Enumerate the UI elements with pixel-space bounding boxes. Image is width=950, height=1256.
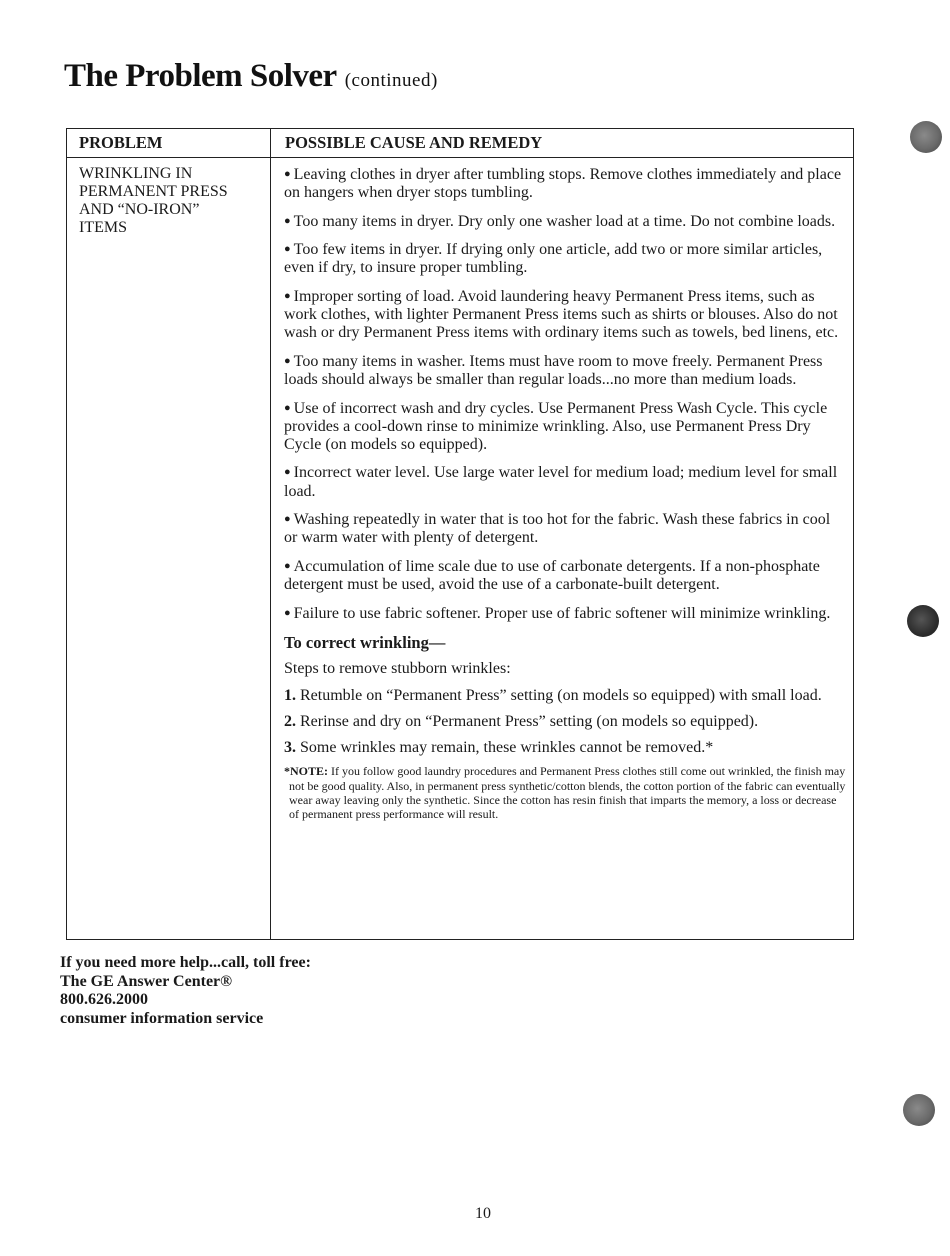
footnote xyxy=(284,764,846,822)
bullet-icon: ● xyxy=(284,606,291,619)
problem-line: ITEMS xyxy=(79,219,127,236)
remedy-text: Accumulation of lime scale due to use of carbonate detergents. If a non-phosphate detergent must be used, avoid the use of a carbonate-built detergent. xyxy=(284,557,820,594)
column-divider xyxy=(270,129,271,939)
page-title-text: The Problem Solver xyxy=(64,58,337,94)
remedy-item xyxy=(284,557,846,594)
remedy-item xyxy=(284,165,846,202)
remedy-text: Improper sorting of load. Avoid laundering heavy Permanent Press items, such as work clothes, with lighter Permanent Press items such as shirts or blouses. Also do not wash or dry Permanent Press items with ordinary items such as towels, bed linens, etc. xyxy=(284,287,839,342)
problem-line: PERMANENT PRESS xyxy=(79,183,228,200)
bullet-icon: ● xyxy=(284,214,291,227)
bullet-icon: ● xyxy=(284,243,291,256)
problem-cell xyxy=(79,165,228,237)
step-item xyxy=(284,687,846,705)
step-text: Rerinse and dry on “Permanent Press” setting (on models so equipped). xyxy=(300,712,759,730)
phone-number: 800.626.2000 xyxy=(60,991,148,1008)
note-text: If you follow good laundry procedures and Permanent Press clothes still come out wrinkled, the finish may not be good quality. Also, in permanent press synthetic/cotton blends, the cotton portion of the fabric can eventually wear away leaving only the synthetic. Since the cotton has resin finish that imparts the memory, a loss or decrease of permanent press performance will result. xyxy=(289,764,846,822)
step-text: Retumble on “Permanent Press” setting (on models so equipped) with small load. xyxy=(300,687,822,705)
remedy-text: Use of incorrect wash and dry cycles. Use Permanent Press Wash Cycle. This cycle provides a cool-down rinse to minimize wrinkling. Also, use Permanent Press Dry Cycle (on models so equipped). xyxy=(284,399,828,453)
remedy-text: Leaving clothes in dryer after tumbling stops. Remove clothes immediately and place on hangers when dryer stops tumbling. xyxy=(284,166,842,202)
bullet-icon: ● xyxy=(284,401,291,414)
remedy-item xyxy=(284,240,846,277)
step-number: 1. xyxy=(284,687,296,705)
remedy-item xyxy=(284,287,846,343)
remedy-item xyxy=(284,463,846,500)
remedy-text: Too many items in dryer. Dry only one washer load at a time. Do not combine loads. xyxy=(293,212,836,230)
bullet-icon: ● xyxy=(284,289,291,302)
note-label: *NOTE: xyxy=(284,764,329,779)
bullet-icon: ● xyxy=(284,168,291,180)
step-item xyxy=(284,713,846,731)
bullet-icon: ● xyxy=(284,513,291,526)
header-divider xyxy=(67,157,853,158)
service-label: consumer information service xyxy=(60,1009,264,1027)
remedy-text: Too few items in dryer. If drying only one article, add two or more similar articles, even if dry, to insure proper tumbling. xyxy=(284,241,823,277)
remedy-item xyxy=(284,352,846,389)
remedy-text: Failure to use fabric softener. Proper use of fabric softener will minimize wrinkling. xyxy=(293,604,831,622)
remedy-item xyxy=(284,510,846,547)
binder-hole xyxy=(907,605,939,637)
page-title xyxy=(64,58,438,95)
problem-line: WRINKLING IN xyxy=(79,165,193,182)
binder-hole xyxy=(903,1094,935,1126)
help-line: If you need more help...call, toll free: xyxy=(60,954,311,971)
remedy-text: Incorrect water level. Use large water level for medium load; medium level for small load. xyxy=(284,464,838,500)
page-subtitle: (continued) xyxy=(344,70,438,91)
column-header-problem: PROBLEM xyxy=(79,133,163,152)
problem-line: AND “NO-IRON” xyxy=(79,201,200,218)
remedy-text: Too many items in washer. Items must have room to move freely. Permanent Press loads should always be smaller than regular loads...no more than medium loads. xyxy=(284,352,823,389)
step-number: 3. xyxy=(284,738,296,756)
binder-hole xyxy=(910,121,942,153)
column-header-cause-remedy: POSSIBLE CAUSE AND REMEDY xyxy=(285,133,543,152)
step-item xyxy=(284,739,846,757)
remedy-item xyxy=(284,212,846,231)
correct-wrinkling-heading: To correct wrinkling— xyxy=(284,632,446,652)
remedy-item xyxy=(284,399,846,455)
remedy-item xyxy=(284,604,846,623)
page-number: 10 xyxy=(475,1205,491,1222)
steps-intro: Steps to remove stubborn wrinkles: xyxy=(284,659,511,677)
bullet-icon: ● xyxy=(284,559,291,572)
remedy-text: Washing repeatedly in water that is too hot for the fabric. Wash these fabrics in cool or warm water with plenty of detergent. xyxy=(284,511,831,547)
bullet-icon: ● xyxy=(284,466,291,479)
problem-solver-table xyxy=(66,128,854,940)
bullet-icon: ● xyxy=(284,354,291,367)
remedy-cell xyxy=(284,165,846,831)
step-text: Some wrinkles may remain, these wrinkles cannot be removed.* xyxy=(300,738,714,756)
answer-center-name: The GE Answer Center® xyxy=(60,972,233,990)
help-contact xyxy=(60,954,311,1028)
step-number: 2. xyxy=(284,712,296,730)
